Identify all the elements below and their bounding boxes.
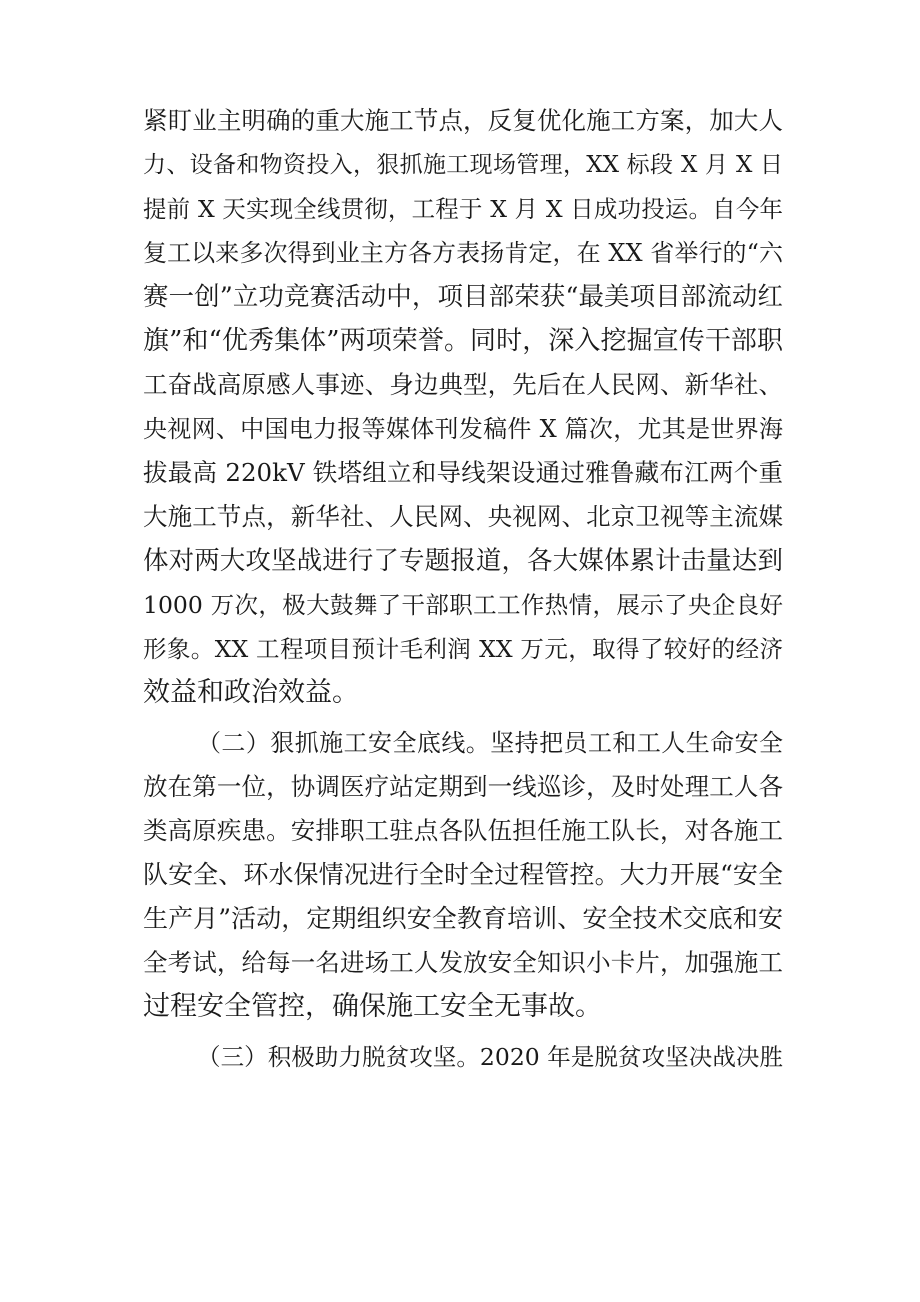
text-line: 形象。XX 工程项目预计毛利润 XX 万元，取得了较好的经济 (143, 635, 783, 663)
text-line: 体对两大攻坚战进行了专题报道，各大媒体累计击量达到 (143, 546, 783, 576)
text-line: 拔最高 220kV 铁塔组立和导线架设通过雅鲁藏布江两个重 (143, 458, 783, 487)
text-line: 全考试，给每一名进场工人发放安全知识小卡片，加强施工 (143, 948, 783, 977)
text-line: 紧盯业主明确的重大施工节点，反复优化施工方案，加大人 (143, 106, 783, 135)
text-line: 工奋战高原感人事迹、身边典型，先后在人民网、新华社、 (143, 370, 783, 399)
text-line: 赛一创”立功竞赛活动中，项目部荣获“最美项目部流动红 (143, 282, 783, 312)
paragraph-results (143, 99, 783, 715)
text-line: （二）狠抓施工安全底线。坚持把员工和工人生命安全 (197, 729, 783, 757)
text-line: 央视网、中国电力报等媒体刊发稿件 X 篇次，尤其是世界海 (143, 415, 783, 443)
text-line: 旗”和“优秀集体”两项荣誉。同时，深入挖掘宣传干部职 (143, 326, 783, 356)
text-line: 提前 X 天实现全线贯彻，工程于 X 月 X 日成功投运。自今年 (143, 195, 783, 223)
text-line: 类高原疾患。安排职工驻点各队伍担任施工队长，对各施工 (143, 816, 783, 845)
text-line: 1000 万次，极大鼓舞了干部职工工作热情，展示了央企良好 (143, 591, 783, 619)
text-line: 放在第一位，协调医疗站定期到一线巡诊，及时处理工人各 (143, 772, 783, 801)
text-line: （三）积极助力脱贫攻坚。2020 年是脱贫攻坚决战决胜 (197, 1043, 783, 1071)
paragraph-poverty (143, 1035, 783, 1079)
text-line: 大施工节点，新华社、人民网、央视网、北京卫视等主流媒 (143, 502, 783, 531)
text-line: 复工以来多次得到业主方各方表扬肯定，在 XX 省举行的“六 (143, 239, 783, 267)
text-line: 过程安全管控，确保施工安全无事故。 (143, 991, 602, 1022)
paragraph-safety (143, 721, 783, 1029)
text-line: 队安全、环水保情况进行全时全过程管控。大力开展“安全 (143, 860, 783, 889)
text-line: 效益和政治效益。 (143, 677, 359, 708)
text-line: 力、设备和物资投入，狠抓施工现场管理，XX 标段 X 月 X 日 (143, 152, 783, 178)
text-line: 生产月”活动，定期组织安全教育培训、安全技术交底和安 (143, 904, 783, 933)
document-body (143, 99, 783, 1079)
